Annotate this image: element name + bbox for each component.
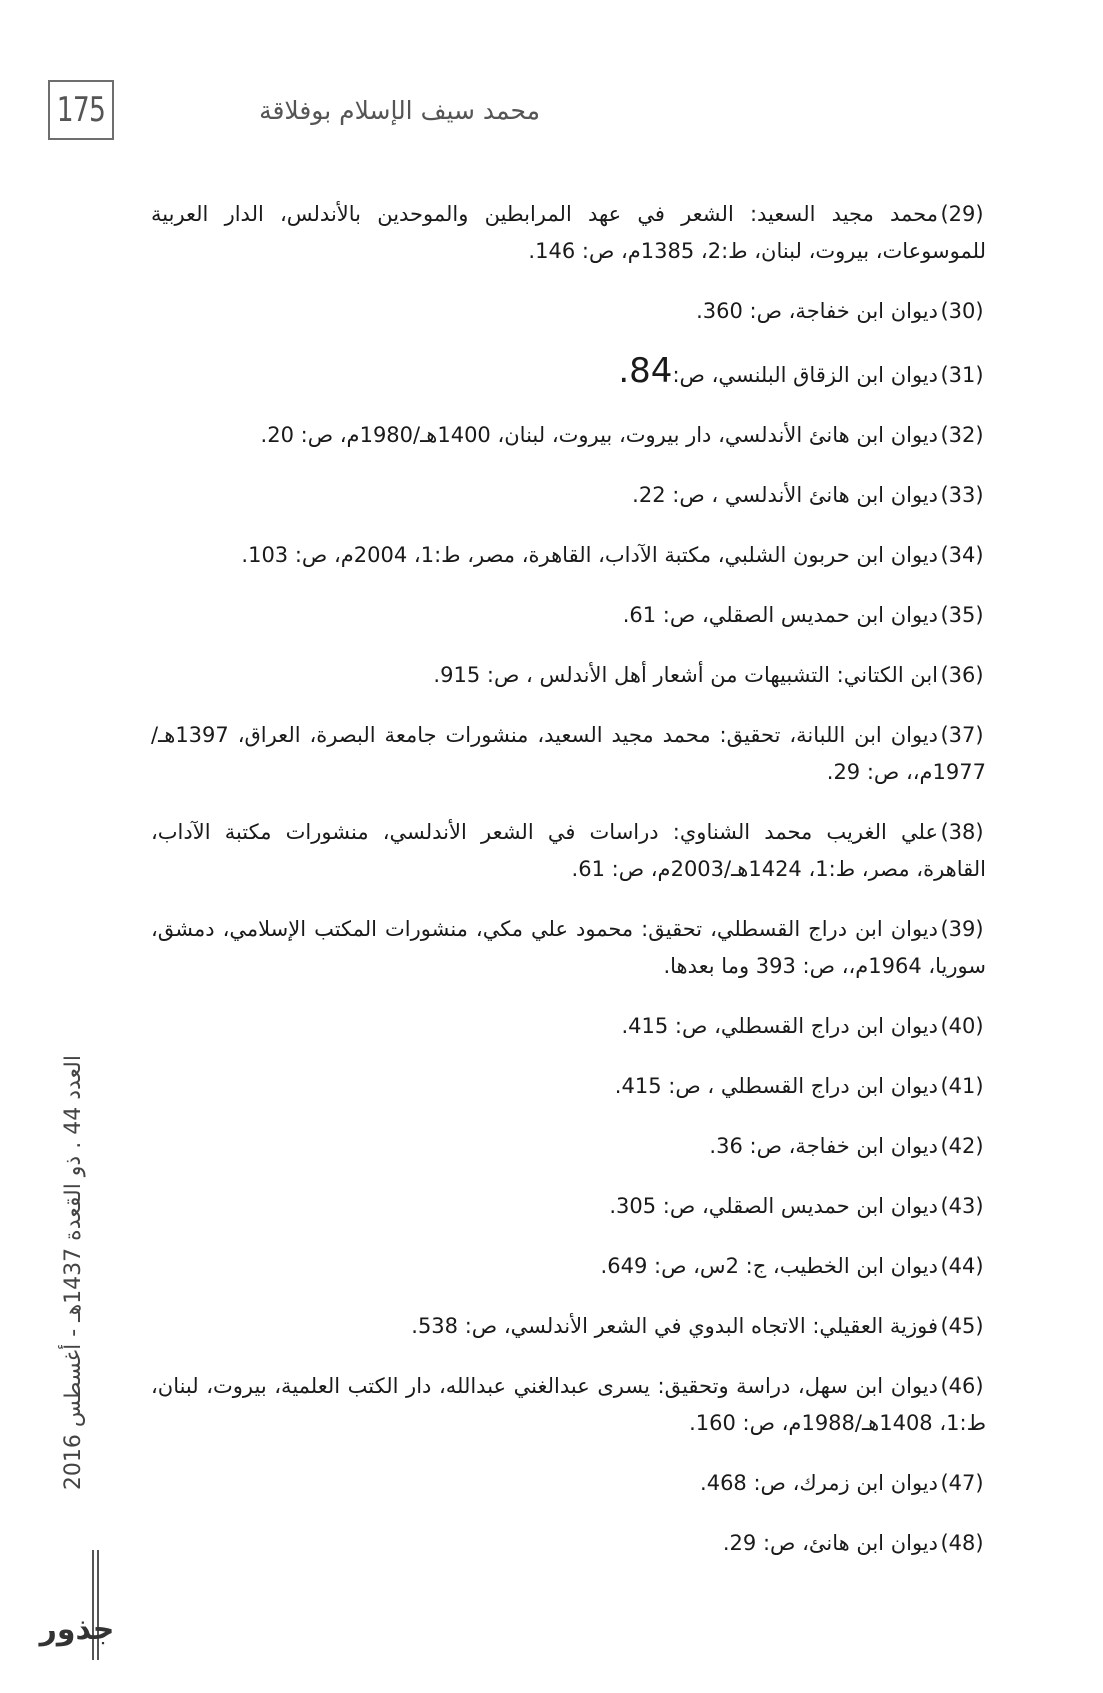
endnote-text: ديوان ابن هانئ الأندلسي ، ص: 22. — [632, 483, 938, 507]
endnote-item — [151, 1008, 986, 1045]
endnote-item — [151, 1465, 986, 1502]
endnote-number: (37) — [940, 723, 984, 747]
endnote-text: فوزية العقيلي: الاتجاه البدوي في الشعر الأندلسي، ص: 538. — [411, 1314, 938, 1338]
endnote-number: (29) — [940, 202, 984, 226]
endnote-number: (48) — [940, 1531, 984, 1555]
endnote-number: (44) — [940, 1254, 984, 1278]
endnote-item — [151, 353, 986, 394]
endnote-item — [151, 1188, 986, 1225]
endnote-number: (33) — [940, 483, 984, 507]
endnote-text: ديوان ابن اللبانة، تحقيق: محمد مجيد السعيد، منشورات جامعة البصرة، العراق، 1397هـ/ 1977م،، ص: 29. — [151, 723, 986, 784]
endnote-text: ديوان ابن حمديس الصقلي، ص: 305. — [609, 1194, 938, 1218]
endnote-item — [151, 597, 986, 634]
endnote-number: (31) — [940, 363, 984, 387]
endnote-item — [151, 196, 986, 270]
endnote-number: (46) — [940, 1374, 984, 1398]
endnote-number: (41) — [940, 1074, 984, 1098]
journal-logo: جذور — [39, 1612, 115, 1647]
endnote-item — [151, 657, 986, 694]
endnote-text: ديوان ابن الزقاق البلنسي، ص: — [672, 363, 938, 387]
endnote-number: (32) — [940, 423, 984, 447]
endnote-item — [151, 717, 986, 791]
endnote-item — [151, 911, 986, 985]
endnote-item — [151, 293, 986, 330]
endnote-number: (36) — [940, 663, 984, 687]
endnote-number: (43) — [940, 1194, 984, 1218]
endnote-item — [151, 1368, 986, 1442]
endnote-number: (39) — [940, 917, 984, 941]
page-number: 175 — [56, 90, 106, 130]
endnotes-list — [151, 196, 986, 1585]
endnote-number: (47) — [940, 1471, 984, 1495]
endnote-item — [151, 1308, 986, 1345]
endnote-text: ديوان ابن دراج القسطلي، ص: 415. — [621, 1014, 938, 1038]
endnote-text: محمد مجيد السعيد: الشعر في عهد المرابطين والموحدين بالأندلس، الدار العربية للموسوعات، بيروت، لبنان، ط:2، 1385م، ص: 146. — [151, 202, 986, 263]
endnote-number: (40) — [940, 1014, 984, 1038]
endnote-text: ديوان ابن حربون الشلبي، مكتبة الآداب، القاهرة، مصر، ط:1، 2004م، ص: 103. — [241, 543, 938, 567]
endnote-item — [151, 477, 986, 514]
endnote-item — [151, 1068, 986, 1105]
endnote-text: ديوان ابن حمديس الصقلي، ص: 61. — [622, 603, 938, 627]
endnote-text: ديوان ابن زمرك، ص: 468. — [700, 1471, 938, 1495]
endnote-text: ديوان ابن خفاجة، ص: 360. — [696, 299, 938, 323]
endnote-text: ديوان ابن دراج القسطلي، تحقيق: محمود علي مكي، منشورات المكتب الإسلامي، دمشق، سوريا، 1964م،، ص: 393 وما بعدها. — [151, 917, 986, 978]
endnote-item — [151, 1248, 986, 1285]
issue-date-text: العدد 44 . ذو القعدة 1437هـ - أغسطس 2016 — [60, 1055, 86, 1491]
endnote-number: (35) — [940, 603, 984, 627]
endnote-number: (42) — [940, 1134, 984, 1158]
endnote-text: ابن الكتاني: التشبيهات من أشعار أهل الأندلس ، ص: 915. — [433, 663, 938, 687]
endnote-text: ديوان ابن هانئ، ص: 29. — [722, 1531, 938, 1555]
endnote-text: ديوان ابن دراج القسطلي ، ص: 415. — [614, 1074, 938, 1098]
endnote-page-large: 84. — [618, 351, 673, 391]
endnote-item — [151, 1128, 986, 1165]
running-header-author: محمد سيف الإسلام بوفلاقة — [259, 96, 540, 125]
endnote-text: ديوان ابن سهل، دراسة وتحقيق: يسرى عبدالغني عبدالله، دار الكتب العلمية، بيروت، لبنان، ط:1، 1408هـ/1988م، ص: 160. — [151, 1374, 986, 1435]
endnote-text: ديوان ابن هانئ الأندلسي، دار بيروت، بيروت، لبنان، 1400هـ/1980م، ص: 20. — [260, 423, 938, 447]
endnote-number: (34) — [940, 543, 984, 567]
endnote-text: ديوان ابن الخطيب، ج: 2س، ص: 649. — [600, 1254, 938, 1278]
endnote-text: ديوان ابن خفاجة، ص: 36. — [709, 1134, 938, 1158]
page-number-box — [48, 80, 114, 140]
endnote-item — [151, 417, 986, 454]
endnote-item — [151, 537, 986, 574]
endnote-item — [151, 1525, 986, 1562]
endnote-number: (38) — [940, 820, 984, 844]
endnote-number: (30) — [940, 299, 984, 323]
endnote-text: علي الغريب محمد الشناوي: دراسات في الشعر الأندلسي، منشورات مكتبة الآداب، القاهرة، مصر، ط:1، 1424هـ/2003م، ص: 61. — [151, 820, 986, 881]
endnote-number: (45) — [940, 1314, 984, 1338]
endnote-item — [151, 814, 986, 888]
issue-side-caption — [48, 1008, 98, 1538]
